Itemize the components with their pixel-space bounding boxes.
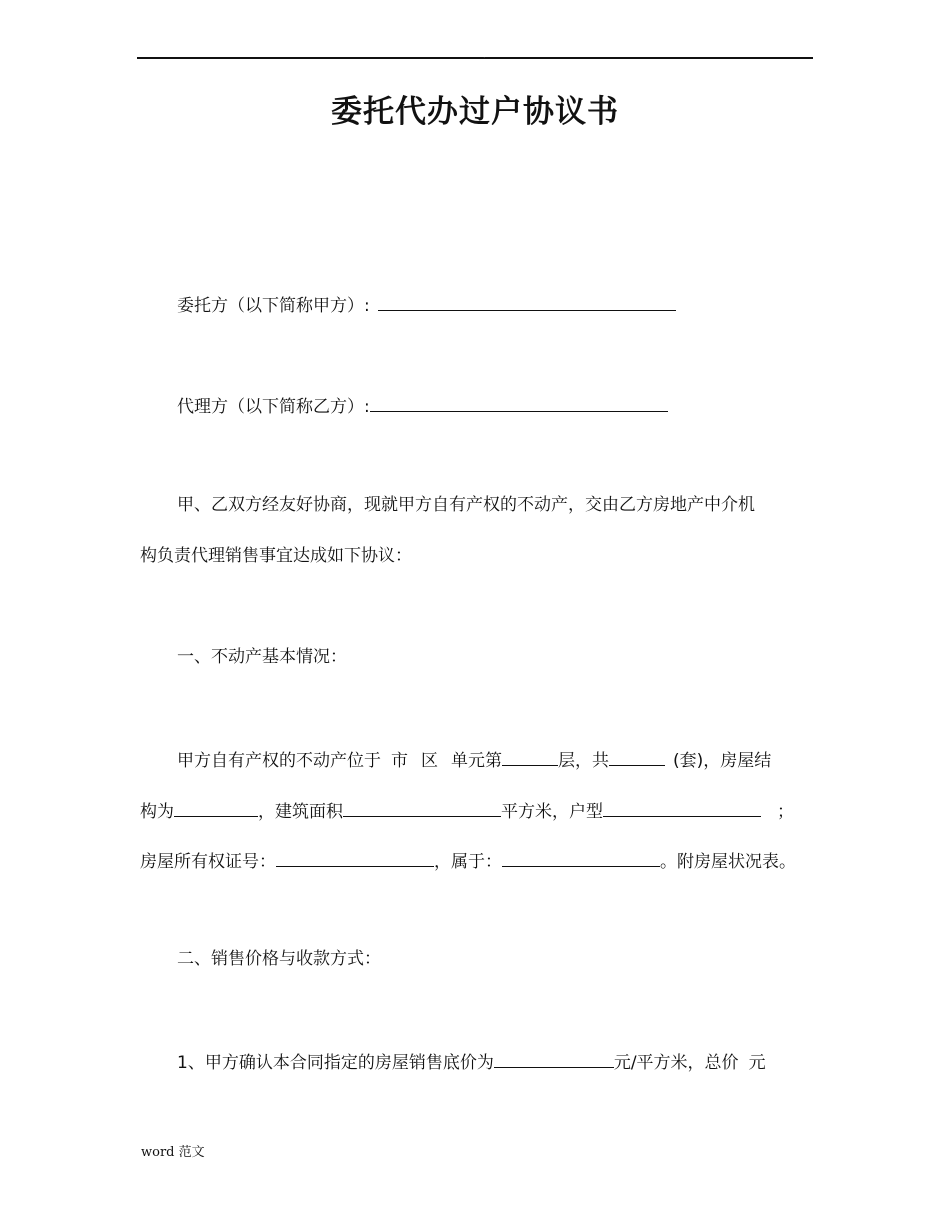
semicolon-text: ； [777,802,794,822]
principal-blank[interactable] [378,292,676,311]
district-text: 区 [421,751,438,771]
section-1-heading: 一、不动产基本情况： [177,647,347,667]
sets-text: (套)，房屋结 [673,751,772,771]
belongs-blank[interactable] [502,848,660,867]
yuan-text: 元 [748,1053,766,1073]
agent-line [140,393,849,418]
property-line-3 [140,848,812,873]
footer-text: word 范文 [141,1145,205,1160]
attachment-text: 。附房屋状况表。 [660,852,796,872]
property-location-text: 甲方自有产权的不动产位于 [177,751,381,771]
property-line-2 [140,798,812,823]
structure-text: 构为 [140,802,174,822]
price-text: 1、甲方确认本合同指定的房屋销售底价为 [177,1053,494,1073]
intro-paragraph-line-2: 构负责代理销售事宜达成如下协议： [140,546,412,566]
agent-blank[interactable] [370,393,668,412]
certificate-text: 房屋所有权证号： [140,852,276,872]
price-line [140,1049,849,1074]
header-mark: . [483,51,486,60]
sets-blank[interactable] [609,747,665,766]
unit-price-blank[interactable] [494,1049,614,1068]
principal-line [140,292,849,317]
property-line-1 [140,747,849,772]
certificate-blank[interactable] [276,848,434,867]
layout-blank[interactable] [603,798,761,817]
section-2-heading: 二、销售价格与收款方式： [177,949,381,969]
header-rule [137,57,813,59]
unit-text: 单元第 [451,751,502,771]
layout-text: 平方米，户型 [501,802,603,822]
document-title: 委托代办过户协议书 [331,94,619,130]
floor-text: 层，共 [558,751,609,771]
floor-blank[interactable] [502,747,558,766]
city-text: 市 [391,751,408,771]
area-blank[interactable] [343,798,501,817]
intro-paragraph-line-1: 甲、乙双方经友好协商，现就甲方自有产权的不动产，交由乙方房地产中介机 [177,495,755,515]
area-text: ，建筑面积 [258,802,343,822]
total-price-text: 元/平方米，总价 [613,1053,739,1073]
agent-label: 代理方（以下简称乙方）: [177,397,370,417]
principal-label: 委托方（以下简称甲方）: [177,296,370,316]
structure-blank[interactable] [174,798,258,817]
belongs-text: ，属于： [434,852,502,872]
